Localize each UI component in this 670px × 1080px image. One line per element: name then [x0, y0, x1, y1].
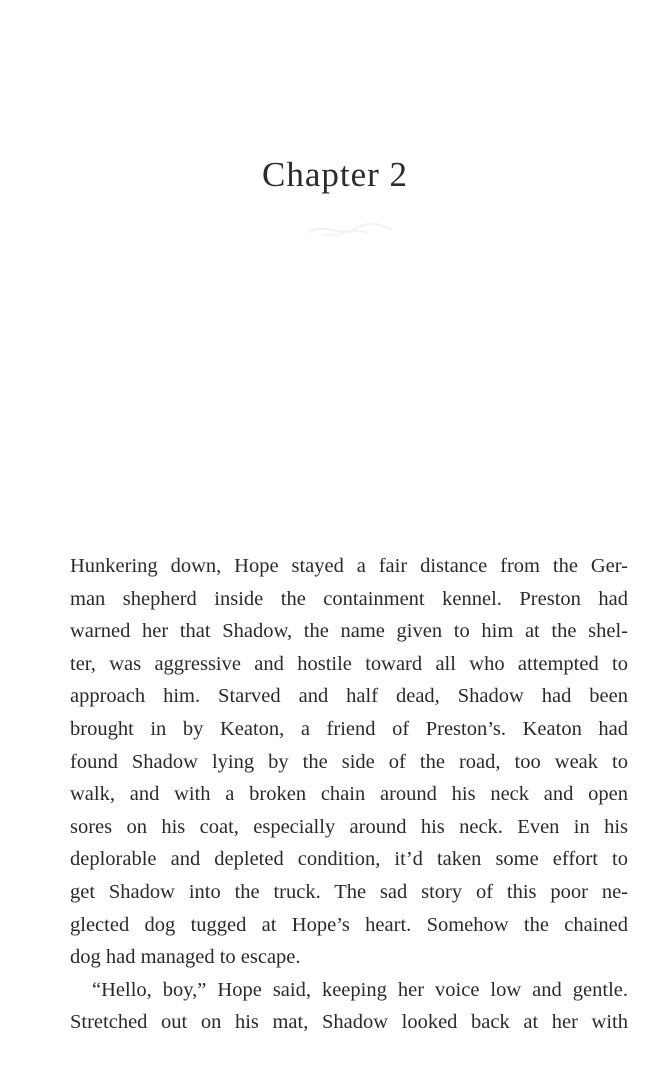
text-line: walk, and with a broken chain around his neck and open [70, 783, 628, 806]
text-line: found Shadow lying by the side of the road, too weak to [70, 750, 628, 773]
text-line: brought in by Keaton, a friend of Preston’s. Keaton had [70, 717, 628, 740]
paragraph-2 [70, 974, 628, 1039]
text-line: get Shadow into the truck. The sad story of this poor ne- [70, 880, 628, 903]
text-line: sores on his coat, especially around his neck. Even in his [70, 815, 628, 838]
flourish-ornament-icon [300, 218, 400, 242]
text-line: Hunkering down, Hope stayed a fair distance from the Ger- [70, 555, 628, 577]
text-line: warned her that Shadow, the name given to him at the shel- [70, 620, 628, 643]
chapter-body [70, 550, 628, 1039]
text-line: “Hello, boy,” Hope said, keeping her voice low and gentle. [92, 978, 628, 1001]
text-line: dog had managed to escape. [70, 946, 301, 969]
chapter-title: Chapter 2 [261, 155, 409, 194]
paragraph-1 [70, 550, 628, 974]
text-line: ter, was aggressive and hostile toward all who attempted to [70, 652, 628, 675]
text-line: approach him. Starved and half dead, Shadow had been [70, 685, 628, 708]
text-line: deplorable and depleted condition, it’d taken some effort to [70, 848, 628, 871]
text-line: man shepherd inside the containment kennel. Preston had [70, 587, 628, 610]
text-line: Stretched out on his mat, Shadow looked back at her with [70, 1011, 628, 1034]
text-line: glected dog tugged at Hope’s heart. Somehow the chained [70, 913, 628, 936]
